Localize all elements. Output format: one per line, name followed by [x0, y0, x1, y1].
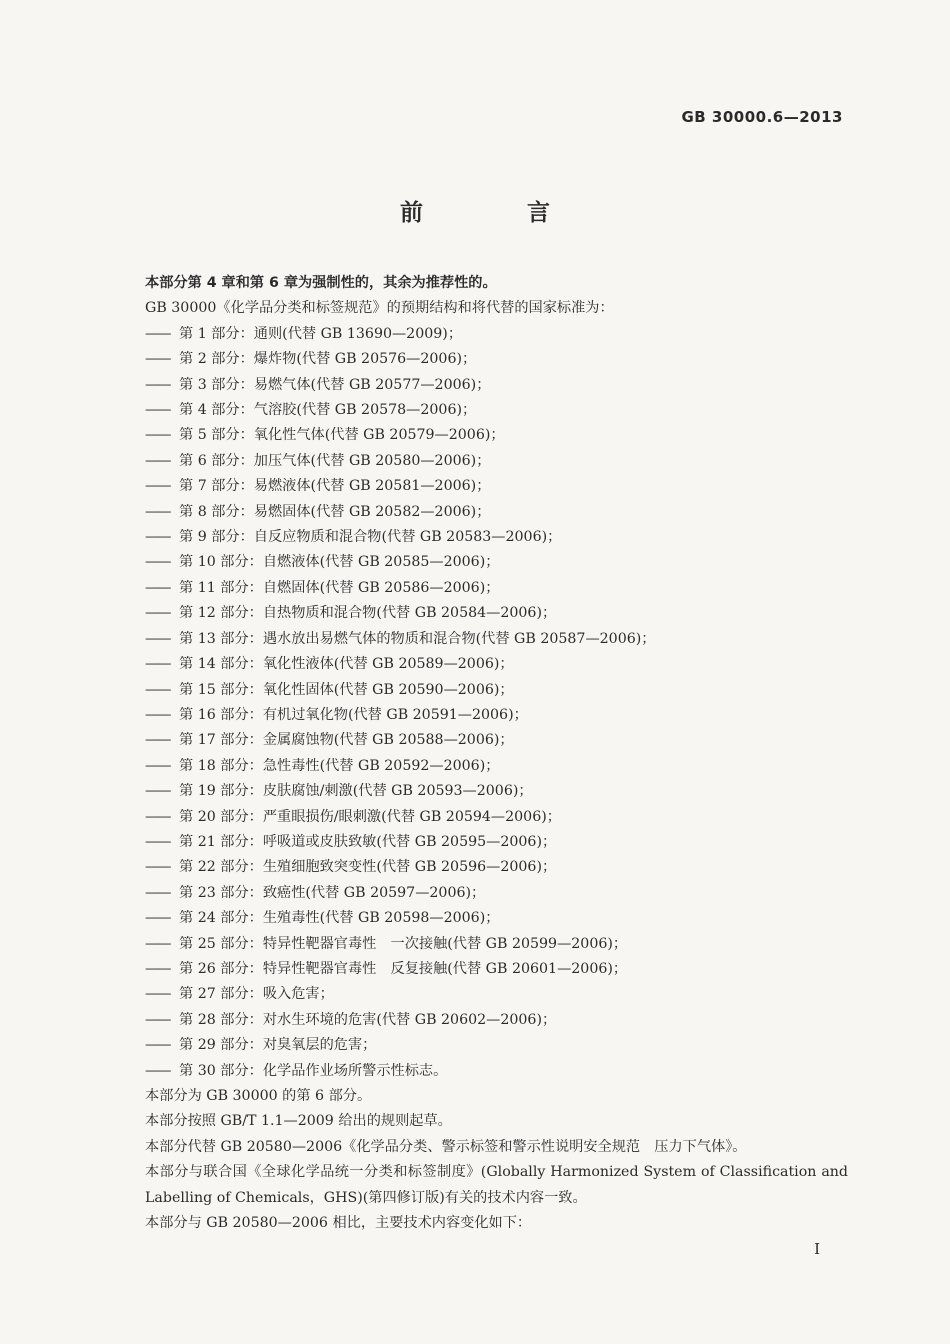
list-item: [113, 881, 848, 906]
list-item-text: 第 20 部分：严重眼损伤/眼刺激(代替 GB 20594—2006)；: [179, 808, 561, 825]
list-item-text: 第 1 部分：通则(代替 GB 13690—2009)；: [179, 325, 463, 342]
list-item-text: 第 28 部分：对水生环境的危害(代替 GB 20602—2006)；: [179, 1011, 557, 1028]
list-dash: ——: [145, 452, 170, 469]
list-dash: ——: [145, 910, 170, 927]
list-item: [113, 779, 848, 804]
list-dash: ——: [145, 986, 170, 1003]
list-item-text: 第 9 部分：自反应物质和混合物(代替 GB 20583—2006)；: [179, 529, 562, 546]
list-item-text: 第 13 部分：遇水放出易燃气体的物质和混合物(代替 GB 20587—2006)；: [179, 630, 656, 647]
list-item-text: 第 30 部分：化学品作业场所警示性标志。: [179, 1062, 448, 1079]
list-item-text: 第 8 部分：易燃固体(代替 GB 20582—2006)；: [179, 503, 491, 520]
list-dash: ——: [145, 884, 170, 901]
list-dash: ——: [145, 681, 170, 698]
list-dash: ——: [145, 351, 170, 368]
list-item: [113, 525, 848, 550]
list-dash: ——: [145, 757, 170, 774]
list-item-text: 第 17 部分：金属腐蚀物(代替 GB 20588—2006)；: [179, 732, 514, 749]
list-item-text: 第 12 部分：自热物质和混合物(代替 GB 20584—2006)；: [179, 605, 557, 622]
list-item: [113, 423, 848, 448]
structure-lead: GB 30000《化学品分类和标签规范》的预期结构和将代替的国家标准为：: [145, 300, 614, 317]
list-item: [113, 373, 848, 398]
list-dash: ——: [145, 656, 170, 673]
list-item-text: 第 22 部分：生殖细胞致突变性(代替 GB 20596—2006)；: [179, 859, 557, 876]
parts-list: [113, 322, 848, 1084]
list-item: [113, 703, 848, 728]
list-item-text: 第 3 部分：易燃气体(代替 GB 20577—2006)；: [179, 376, 491, 393]
list-item: [113, 449, 848, 474]
list-item: [113, 627, 848, 652]
list-dash: ——: [145, 325, 170, 342]
list-item: [113, 855, 848, 880]
list-item: [113, 906, 848, 931]
list-item: [113, 1008, 848, 1033]
list-dash: ——: [145, 630, 170, 647]
list-dash: ——: [145, 554, 170, 571]
list-item-text: 第 11 部分：自燃固体(代替 GB 20586—2006)；: [179, 579, 500, 596]
drafting-rule-statement: 本部分按照 GB/T 1.1—2009 给出的规则起草。: [145, 1113, 452, 1130]
list-item: [113, 1059, 848, 1084]
list-item: [113, 957, 848, 982]
list-item: [113, 322, 848, 347]
list-item-text: 第 6 部分：加压气体(代替 GB 20580—2006)；: [179, 452, 491, 469]
replaces-statement: 本部分代替 GB 20580—2006《化学品分类、警示标签和警示性说明安全规范 压力下气体》。: [145, 1138, 747, 1155]
list-item: [113, 728, 848, 753]
list-item-text: 第 23 部分：致癌性(代替 GB 20597—2006)；: [179, 884, 486, 901]
list-item-text: 第 26 部分：特异性靶器官毒性 反复接触(代替 GB 20601—2006)；: [179, 960, 628, 977]
list-item: [113, 474, 848, 499]
list-dash: ——: [145, 960, 170, 977]
page-title: 前 言: [399, 200, 598, 226]
preface-body: [113, 271, 848, 1236]
page-number: I: [814, 1240, 820, 1258]
list-item-text: 第 29 部分：对臭氧层的危害；: [179, 1037, 377, 1054]
list-item-text: 第 16 部分：有机过氧化物(代替 GB 20591—2006)；: [179, 706, 528, 723]
list-dash: ——: [145, 529, 170, 546]
list-item-text: 第 14 部分：氧化性液体(代替 GB 20589—2006)；: [179, 656, 514, 673]
list-item: [113, 1033, 848, 1058]
list-item: [113, 398, 848, 423]
list-dash: ——: [145, 1037, 170, 1054]
list-dash: ——: [145, 1011, 170, 1028]
list-item-text: 第 18 部分：急性毒性(代替 GB 20592—2006)；: [179, 757, 500, 774]
list-item: [113, 347, 848, 372]
list-item-text: 第 25 部分：特异性靶器官毒性 一次接触(代替 GB 20599—2006)；: [179, 935, 628, 952]
list-dash: ——: [145, 503, 170, 520]
list-item-text: 第 21 部分：呼吸道或皮肤致敏(代替 GB 20595—2006)；: [179, 833, 557, 850]
list-dash: ——: [145, 935, 170, 952]
list-item-text: 第 5 部分：氧化性气体(代替 GB 20579—2006)；: [179, 427, 505, 444]
list-item-text: 第 19 部分：皮肤腐蚀/刺激(代替 GB 20593—2006)；: [179, 783, 533, 800]
list-item-text: 第 4 部分：气溶胶(代替 GB 20578—2006)；: [179, 402, 477, 419]
list-dash: ——: [145, 732, 170, 749]
list-item: [113, 982, 848, 1007]
list-item-text: 第 2 部分：爆炸物(代替 GB 20576—2006)；: [179, 351, 477, 368]
list-item-text: 第 27 部分：吸入危害；: [179, 986, 334, 1003]
list-item: [113, 601, 848, 626]
list-dash: ——: [145, 605, 170, 622]
list-dash: ——: [145, 859, 170, 876]
list-item-text: 第 15 部分：氧化性固体(代替 GB 20590—2006)；: [179, 681, 514, 698]
changes-lead: 本部分与 GB 20580—2006 相比，主要技术内容变化如下：: [145, 1215, 532, 1232]
list-dash: ——: [145, 478, 170, 495]
list-item: [113, 678, 848, 703]
list-dash: ——: [145, 808, 170, 825]
list-item: [113, 652, 848, 677]
mandatory-note: 本部分第 4 章和第 6 章为强制性的，其余为推荐性的。: [145, 275, 497, 291]
list-item-text: 第 24 部分：生殖毒性(代替 GB 20598—2006)；: [179, 910, 500, 927]
list-item: [113, 830, 848, 855]
list-dash: ——: [145, 579, 170, 596]
standard-code: GB 30000.6—2013: [681, 108, 843, 126]
list-dash: ——: [145, 783, 170, 800]
list-item: [113, 932, 848, 957]
list-item: [113, 754, 848, 779]
list-dash: ——: [145, 706, 170, 723]
list-dash: ——: [145, 1062, 170, 1079]
list-item: [113, 550, 848, 575]
list-item: [113, 805, 848, 830]
list-dash: ——: [145, 833, 170, 850]
list-dash: ——: [145, 402, 170, 419]
list-item-text: 第 10 部分：自燃液体(代替 GB 20585—2006)；: [179, 554, 500, 571]
ghs-consistency-statement: 本部分与联合国《全球化学品统一分类和标签制度》(Globally Harmonized System of Classification and Labelling of Chemicals，GHS)(第四修订版)有关的技术内容一致。: [145, 1164, 848, 1206]
list-dash: ——: [145, 427, 170, 444]
list-item: [113, 500, 848, 525]
list-item: [113, 576, 848, 601]
list-dash: ——: [145, 376, 170, 393]
list-item-text: 第 7 部分：易燃液体(代替 GB 20581—2006)；: [179, 478, 491, 495]
part-of-statement: 本部分为 GB 30000 的第 6 部分。: [145, 1088, 372, 1104]
